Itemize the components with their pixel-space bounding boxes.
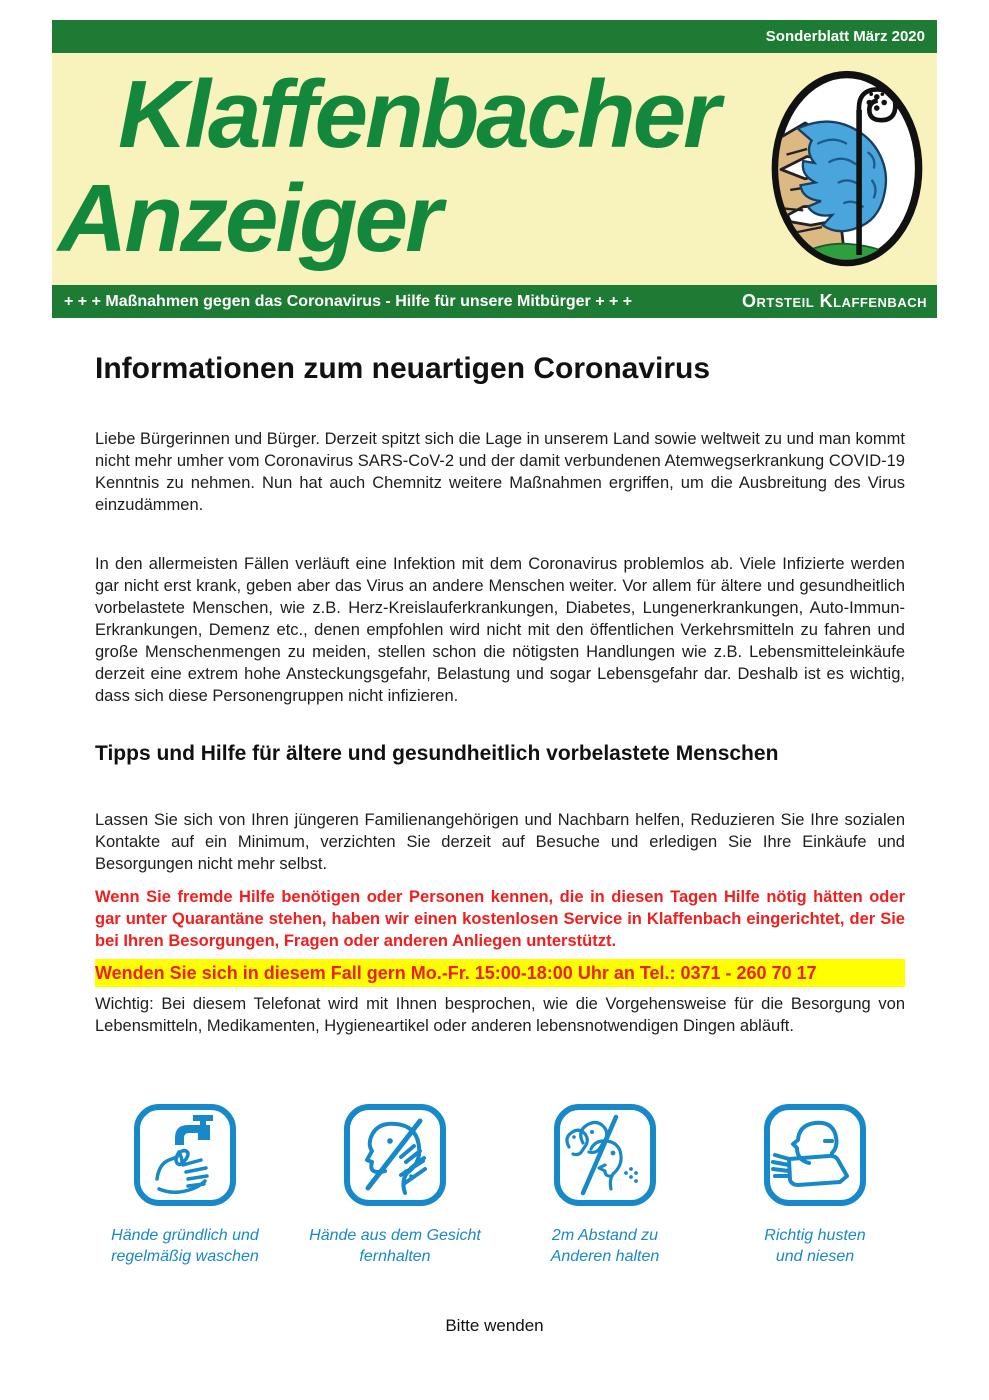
ticker-bar bbox=[52, 285, 937, 318]
hands-off-face-icon bbox=[343, 1103, 447, 1207]
hygiene-item-wash-hands bbox=[95, 1103, 275, 1267]
hygiene-icons-row bbox=[95, 1103, 905, 1267]
hygiene-item-cough-sneeze bbox=[725, 1103, 905, 1267]
masthead-panel bbox=[52, 53, 937, 285]
cough-sneeze-icon bbox=[763, 1103, 867, 1207]
hotline-highlight: Wenden Sie sich in diesem Fall gern Mo.-Fr. 15:00-18:00 Uhr an Tel.: 0371 - 260 70 17 bbox=[95, 959, 905, 987]
wash-hands-caption: Hände gründlich und regelmäßig waschen bbox=[111, 1227, 259, 1265]
keep-distance-caption: 2m Abstand zu Anderen halten bbox=[550, 1227, 660, 1265]
paragraph-help-service: Wenn Sie fremde Hilfe benötigen oder Personen kennen, die in diesen Tagen Hilfe nötig hätten oder gar unter Quarantäne stehen, haben wir einen kostenlosen Service in Klaffenbach eingerichtet, der Sie bei Ihren Besorgungen, Fragen oder anderen Anliegen unterstützt. bbox=[95, 888, 905, 950]
paragraph-risk-groups: In den allermeisten Fällen verläuft eine Infektion mit dem Coronavirus problemlos ab. Viele Infizierte werden gar nicht erst krank, geben aber das Virus an andere Menschen weiter. Vor allem für ältere und gesundheitlich vorbelastete Menschen, wie z.B. Herz-Kreislauferkrankungen, Diabetes, Lungenerkrankungen, Auto-Immun-Erkrankungen, Demenz etc., denen empfohlen wird nicht mit den öffentlichen Verkehrsmitteln zu fahren und große Menschenmengen zu meiden, stellen schon die nötigsten Handlungen wie z.B. Lebensmitteleinkäufe derzeit eine extrem hohe Ansteckungsgefahr, Belastung und sogar Lebensgefahr dar. Deshalb ist es wichtig, dass sich diese Personengruppen nicht infizieren. bbox=[95, 555, 905, 705]
hands-off-face-caption: Hände aus dem Gesicht fernhalten bbox=[309, 1227, 481, 1265]
wash-hands-icon bbox=[133, 1103, 237, 1207]
turn-over-label: Bitte wenden bbox=[445, 1316, 544, 1335]
article-headline: Informationen zum neuartigen Coronavirus bbox=[95, 352, 711, 385]
title-line-2: Anzeiger bbox=[58, 165, 440, 272]
turn-over-note bbox=[0, 1316, 989, 1336]
hygiene-item-hands-off-face bbox=[305, 1103, 485, 1267]
ticker-text: + + + Maßnahmen gegen das Coronavirus - Hilfe für unsere Mitbürger + + + bbox=[64, 292, 633, 310]
masthead bbox=[52, 20, 937, 318]
title-line-1: Klaffenbacher bbox=[118, 61, 718, 168]
edition-bar bbox=[52, 20, 937, 53]
article bbox=[95, 318, 905, 1267]
keep-distance-icon bbox=[553, 1103, 657, 1207]
district-label: Ortsteil Klaffenbach bbox=[742, 291, 927, 311]
edition-label: Sonderblatt März 2020 bbox=[765, 28, 925, 45]
klaffenbach-crest-icon bbox=[763, 69, 931, 269]
paragraph-intro: Liebe Bürgerinnen und Bürger. Derzeit spitzt sich die Lage in unserem Land sowie weltweit zu und man kommt nicht mehr umher vom Coronavirus SARS-CoV-2 und der damit verbundenen Atemwegserkrankung COVID-19 Kenntnis zu nehmen. Nun hat auch Chemnitz weitere Maßnahmen ergriffen, um die Ausbreitung des Virus einzudämmen. bbox=[95, 430, 905, 514]
paragraph-wichtig: Wichtig: Bei diesem Telefonat wird mit Ihnen besprochen, wie die Vorgehensweise für die Besorgung von Lebensmitteln, Medikamenten, Hygieneartikel oder anderen lebensnotwendigen Dingen abläuft. bbox=[95, 995, 905, 1035]
article-subheadline: Tipps und Hilfe für ältere und gesundheitlich vorbelastete Menschen bbox=[95, 742, 779, 765]
hygiene-item-keep-distance bbox=[515, 1103, 695, 1267]
paragraph-tips: Lassen Sie sich von Ihren jüngeren Familienangehörigen und Nachbarn helfen, Reduzieren Sie Ihre sozialen Kontakte auf ein Minimum, verzichten Sie derzeit auf Besuche und erledigen Sie Ihre Einkäufe und Besorgungen nicht mehr selbst. bbox=[95, 811, 905, 873]
cough-sneeze-caption: Richtig husten und niesen bbox=[764, 1227, 866, 1265]
newsletter-title bbox=[52, 63, 717, 271]
